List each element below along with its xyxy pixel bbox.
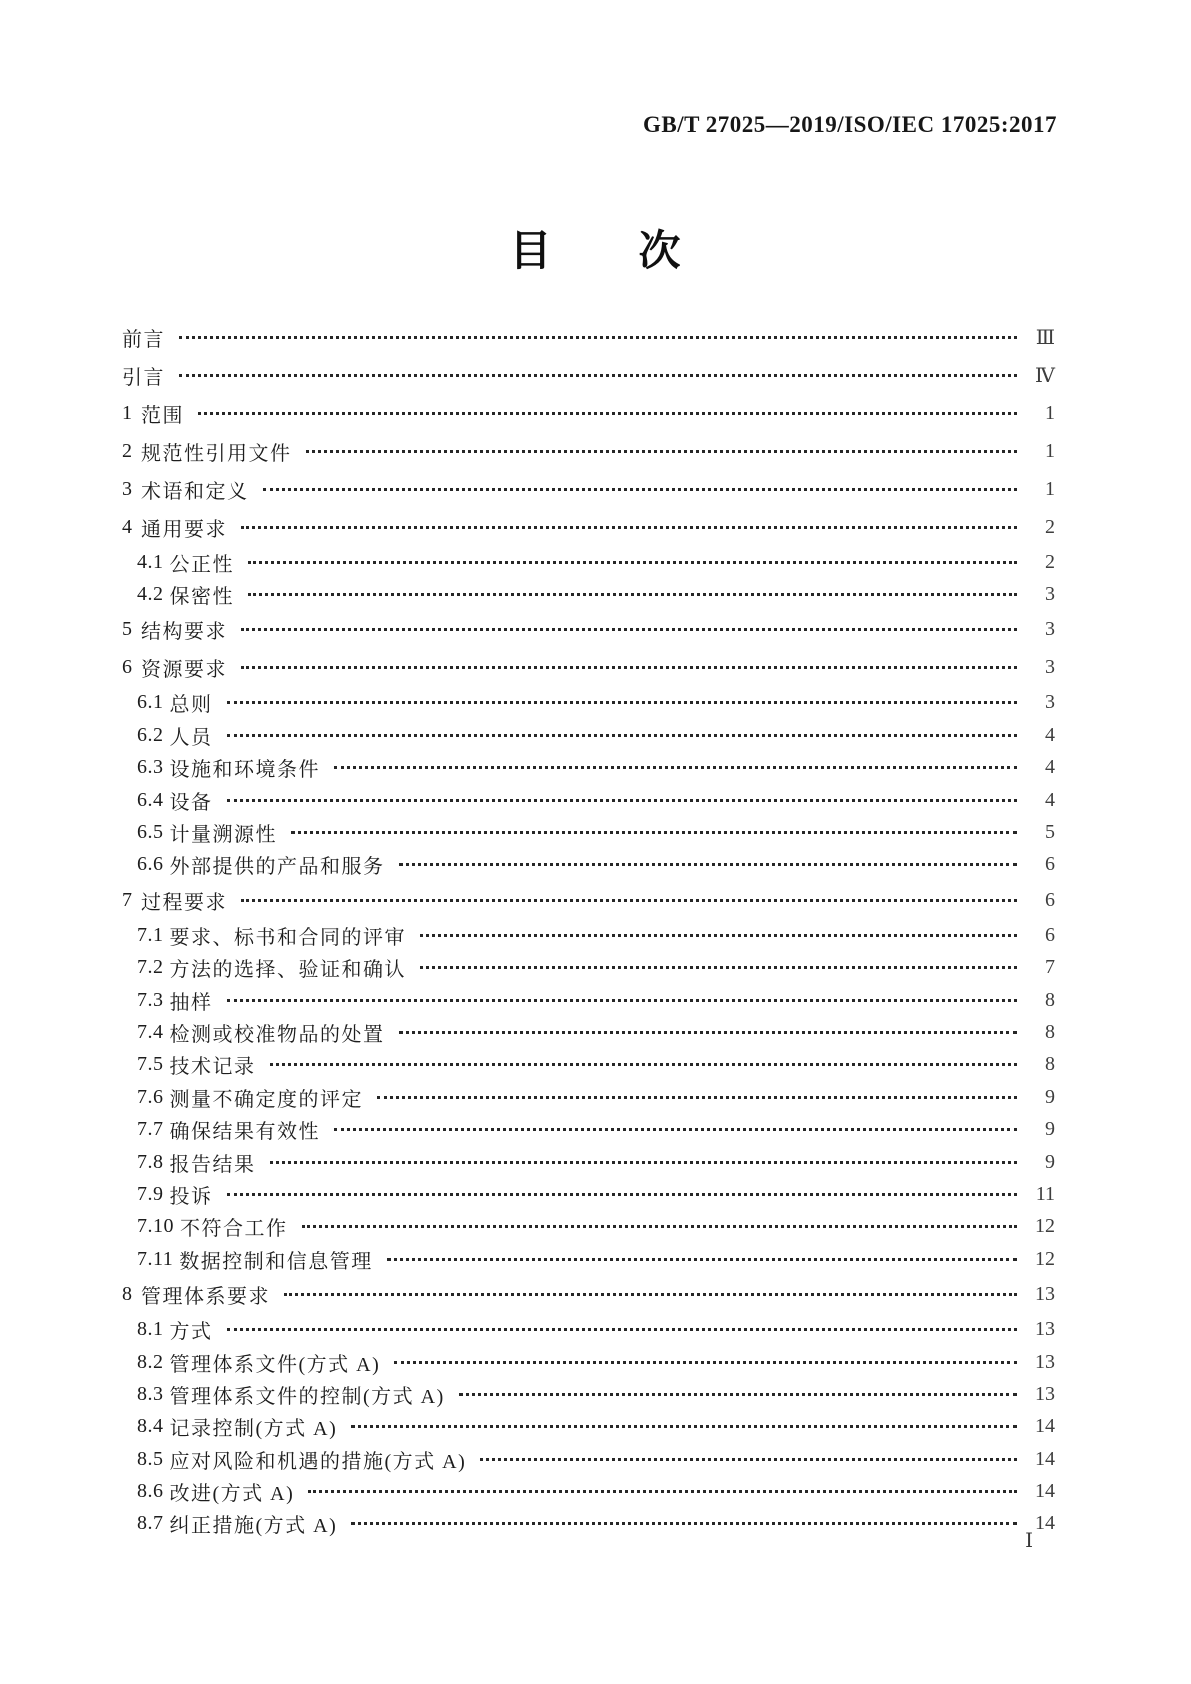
toc-entry xyxy=(122,984,1055,1016)
toc-entry xyxy=(122,432,1055,470)
toc-entry-page: 6 xyxy=(1045,853,1055,876)
toc-entry-page: 7 xyxy=(1045,956,1055,979)
toc-entry-number: 8.7 xyxy=(137,1512,164,1535)
toc-leader-dots xyxy=(179,374,1017,377)
toc-entry xyxy=(122,1016,1055,1048)
toc-leader-dots xyxy=(227,1193,1018,1196)
toc-leader-dots xyxy=(420,934,1017,937)
toc-entry xyxy=(122,1211,1055,1243)
toc-entry-label: 方法的选择、验证和确认 xyxy=(169,959,406,982)
toc-entry-page: 3 xyxy=(1045,618,1055,641)
toc-entry-label: 测量不确定度的评定 xyxy=(169,1088,363,1111)
toc-entry xyxy=(122,1243,1055,1275)
toc-entry-number: 5 xyxy=(122,618,133,641)
toc-leader-dots xyxy=(198,412,1017,415)
toc-leader-dots xyxy=(270,1161,1018,1164)
toc-entry-number: 3 xyxy=(122,477,133,500)
toc-entry-label: 管理体系要求 xyxy=(141,1285,270,1308)
toc-entry-number: 6 xyxy=(122,656,133,679)
toc-entry-page: 13 xyxy=(1035,1350,1055,1373)
toc-entry-page: 14 xyxy=(1035,1480,1055,1503)
toc-leader-dots xyxy=(351,1522,1017,1525)
toc-entry-number: 6.1 xyxy=(137,691,164,714)
toc-entry-number: 7.6 xyxy=(137,1085,164,1108)
page-footer xyxy=(0,1528,1033,1553)
toc-leader-dots xyxy=(227,701,1018,704)
toc-entry-page: 9 xyxy=(1045,1085,1055,1108)
toc-entry-label: 确保结果有效性 xyxy=(169,1121,320,1144)
toc-entry-label: 抽样 xyxy=(169,991,213,1014)
toc-entry-label: 应对风险和机遇的措施(方式 A) xyxy=(169,1450,467,1473)
toc-entry-number: 7.5 xyxy=(137,1053,164,1076)
toc-entry-number: 8.4 xyxy=(137,1415,164,1438)
toc-leader-dots xyxy=(302,1225,1018,1228)
toc-leader-dots xyxy=(241,526,1017,529)
document-header xyxy=(0,112,1057,138)
toc-leader-dots xyxy=(334,766,1017,769)
toc-entry-page: Ⅳ xyxy=(1035,364,1055,387)
toc-entry xyxy=(122,1443,1055,1475)
toc-entry-label: 引言 xyxy=(122,366,165,389)
folio-page-number: Ⅰ xyxy=(1025,1530,1033,1552)
toc-entry-number: 7.2 xyxy=(137,956,164,979)
toc-leader-dots xyxy=(179,336,1017,339)
toc-entry-page: 14 xyxy=(1035,1415,1055,1438)
toc-leader-dots xyxy=(227,734,1018,737)
toc-entry-label: 检测或校准物品的处置 xyxy=(169,1023,385,1046)
toc-entry xyxy=(122,649,1055,687)
toc-leader-dots xyxy=(394,1361,1017,1364)
toc-entry xyxy=(122,470,1055,508)
toc-entry xyxy=(122,356,1055,394)
toc-entry xyxy=(122,849,1055,881)
toc-entry xyxy=(122,1411,1055,1443)
toc-entry-label: 总则 xyxy=(169,694,213,717)
toc-entry xyxy=(122,508,1055,546)
toc-leader-dots xyxy=(291,831,1017,834)
toc-entry-label: 范围 xyxy=(141,404,184,427)
toc-leader-dots xyxy=(241,666,1017,669)
toc-entry xyxy=(122,784,1055,816)
toc-entry-label: 计量溯源性 xyxy=(169,824,277,847)
toc-entry-number: 1 xyxy=(122,401,133,424)
toc-entry-number: 7.4 xyxy=(137,1020,164,1043)
toc-entry-label: 改进(方式 A) xyxy=(169,1483,295,1506)
toc-leader-dots xyxy=(308,1490,1017,1493)
toc-entry-number: 6.5 xyxy=(137,821,164,844)
toc-entry-label: 投诉 xyxy=(169,1185,213,1208)
toc-entry-page: Ⅲ xyxy=(1035,326,1055,349)
toc-entry xyxy=(122,1275,1055,1313)
toc-entry-page: 12 xyxy=(1035,1215,1055,1238)
toc-leader-dots xyxy=(284,1293,1017,1296)
toc-entry-number: 7.11 xyxy=(137,1247,174,1270)
toc-entry xyxy=(122,881,1055,919)
toc-leader-dots xyxy=(227,1328,1018,1331)
toc-entry-number: 6.3 xyxy=(137,756,164,779)
toc-entry-page: 3 xyxy=(1045,656,1055,679)
toc-entry-page: 13 xyxy=(1035,1382,1055,1405)
toc-entry-page: 3 xyxy=(1045,691,1055,714)
toc-entry-page: 1 xyxy=(1045,477,1055,500)
toc-entry-page: 2 xyxy=(1045,550,1055,573)
toc-entry-label: 纠正措施(方式 A) xyxy=(169,1515,338,1538)
toc-entry-label: 设备 xyxy=(169,791,213,814)
toc-entry xyxy=(122,687,1055,719)
toc-leader-dots xyxy=(263,488,1018,491)
toc-entry-page: 1 xyxy=(1045,401,1055,424)
toc-entry-number: 8.6 xyxy=(137,1480,164,1503)
toc-entry-number: 6.2 xyxy=(137,723,164,746)
page-title: 目 次 xyxy=(509,227,682,274)
toc-entry-number: 7.8 xyxy=(137,1150,164,1173)
toc-entry-label: 前言 xyxy=(122,328,165,351)
toc-entry-label: 方式 xyxy=(169,1321,213,1344)
toc-entry xyxy=(122,752,1055,784)
toc-entry-page: 14 xyxy=(1035,1512,1055,1535)
toc-leader-dots xyxy=(227,999,1018,1002)
toc-entry-number: 7 xyxy=(122,888,133,911)
toc-entry-page: 3 xyxy=(1045,583,1055,606)
toc-entry-page: 4 xyxy=(1045,723,1055,746)
toc-leader-dots xyxy=(270,1063,1018,1066)
toc-entry-number: 4 xyxy=(122,515,133,538)
toc-entry-number: 7.7 xyxy=(137,1118,164,1141)
toc-leader-dots xyxy=(459,1393,1017,1396)
toc-entry xyxy=(122,1113,1055,1145)
toc-entry-number: 8 xyxy=(122,1282,133,1305)
toc-entry-label: 保密性 xyxy=(169,586,234,609)
toc-entry-label: 公正性 xyxy=(169,553,234,576)
toc-entry-label: 管理体系文件的控制(方式 A) xyxy=(169,1385,445,1408)
toc-entry-label: 设施和环境条件 xyxy=(169,759,320,782)
toc-entry-number: 4.2 xyxy=(137,583,164,606)
toc-entry-label: 规范性引用文件 xyxy=(141,442,292,465)
toc-entry-label: 管理体系文件(方式 A) xyxy=(169,1353,381,1376)
toc-entry-page: 9 xyxy=(1045,1150,1055,1173)
toc-leader-dots xyxy=(480,1458,1017,1461)
toc-entry-page: 13 xyxy=(1035,1282,1055,1305)
toc-entry-number: 6.6 xyxy=(137,853,164,876)
toc-entry-label: 数据控制和信息管理 xyxy=(179,1250,373,1273)
toc-entry xyxy=(122,318,1055,356)
toc-entry-page: 12 xyxy=(1035,1247,1055,1270)
toc-entry-label: 要求、标书和合同的评审 xyxy=(169,926,406,949)
toc-entry xyxy=(122,719,1055,751)
toc-entry xyxy=(122,1178,1055,1210)
toc-leader-dots xyxy=(351,1425,1017,1428)
toc-entry xyxy=(122,952,1055,984)
toc-entry xyxy=(122,611,1055,649)
toc-entry-number: 7.1 xyxy=(137,923,164,946)
toc-entry-page: 4 xyxy=(1045,788,1055,811)
toc-leader-dots xyxy=(248,561,1017,564)
toc-leader-dots xyxy=(241,628,1017,631)
toc-leader-dots xyxy=(248,593,1017,596)
toc-entry-page: 1 xyxy=(1045,439,1055,462)
toc-entry-number: 6.4 xyxy=(137,788,164,811)
table-of-contents xyxy=(122,318,1055,1540)
toc-entry-page: 2 xyxy=(1045,515,1055,538)
toc-leader-dots xyxy=(377,1096,1017,1099)
toc-entry-number: 7.9 xyxy=(137,1182,164,1205)
toc-entry-page: 6 xyxy=(1045,888,1055,911)
toc-entry-page: 8 xyxy=(1045,1053,1055,1076)
toc-entry xyxy=(122,546,1055,578)
toc-entry-page: 14 xyxy=(1035,1447,1055,1470)
toc-entry-number: 2 xyxy=(122,439,133,462)
toc-entry xyxy=(122,1049,1055,1081)
toc-entry-number: 7.3 xyxy=(137,988,164,1011)
toc-entry xyxy=(122,1081,1055,1113)
toc-leader-dots xyxy=(334,1128,1017,1131)
toc-entry-number: 7.10 xyxy=(137,1215,174,1238)
toc-entry-number: 8.2 xyxy=(137,1350,164,1373)
toc-entry-page: 5 xyxy=(1045,821,1055,844)
toc-leader-dots xyxy=(227,799,1018,802)
toc-entry xyxy=(122,1313,1055,1345)
toc-entry xyxy=(122,1475,1055,1507)
toc-entry-label: 人员 xyxy=(169,726,213,749)
toc-entry xyxy=(122,816,1055,848)
toc-entry-page: 8 xyxy=(1045,988,1055,1011)
toc-entry-page: 9 xyxy=(1045,1118,1055,1141)
toc-entry-number: 4.1 xyxy=(137,550,164,573)
toc-entry-page: 13 xyxy=(1035,1318,1055,1341)
toc-entry-number: 8.1 xyxy=(137,1318,164,1341)
toc-leader-dots xyxy=(399,1031,1018,1034)
toc-entry-label: 记录控制(方式 A) xyxy=(169,1418,338,1441)
toc-entry-page: 6 xyxy=(1045,923,1055,946)
toc-entry-label: 技术记录 xyxy=(169,1056,256,1079)
toc-entry-label: 外部提供的产品和服务 xyxy=(169,856,385,879)
toc-entry-label: 通用要求 xyxy=(141,518,227,541)
toc-entry xyxy=(122,919,1055,951)
toc-leader-dots xyxy=(241,899,1017,902)
toc-entry xyxy=(122,394,1055,432)
toc-entry-page: 8 xyxy=(1045,1020,1055,1043)
toc-leader-dots xyxy=(399,863,1018,866)
toc-leader-dots xyxy=(387,1258,1017,1261)
toc-entry-number: 8.3 xyxy=(137,1382,164,1405)
toc-entry-label: 结构要求 xyxy=(141,621,227,644)
toc-entry xyxy=(122,1378,1055,1410)
toc-entry xyxy=(122,578,1055,610)
standard-code: GB/T 27025—2019/ISO/IEC 17025:2017 xyxy=(642,112,1057,137)
toc-entry-page: 4 xyxy=(1045,756,1055,779)
toc-entry-number: 8.5 xyxy=(137,1447,164,1470)
toc-entry-page: 11 xyxy=(1035,1182,1055,1205)
toc-entry-label: 过程要求 xyxy=(141,891,227,914)
toc-leader-dots xyxy=(420,966,1017,969)
toc-entry-label: 资源要求 xyxy=(141,659,227,682)
toc-entry-label: 术语和定义 xyxy=(141,480,249,503)
toc-entry-label: 不符合工作 xyxy=(180,1218,288,1241)
toc-entry-label: 报告结果 xyxy=(169,1153,256,1176)
toc-leader-dots xyxy=(306,450,1018,453)
toc-entry xyxy=(122,1146,1055,1178)
toc-entry xyxy=(122,1346,1055,1378)
